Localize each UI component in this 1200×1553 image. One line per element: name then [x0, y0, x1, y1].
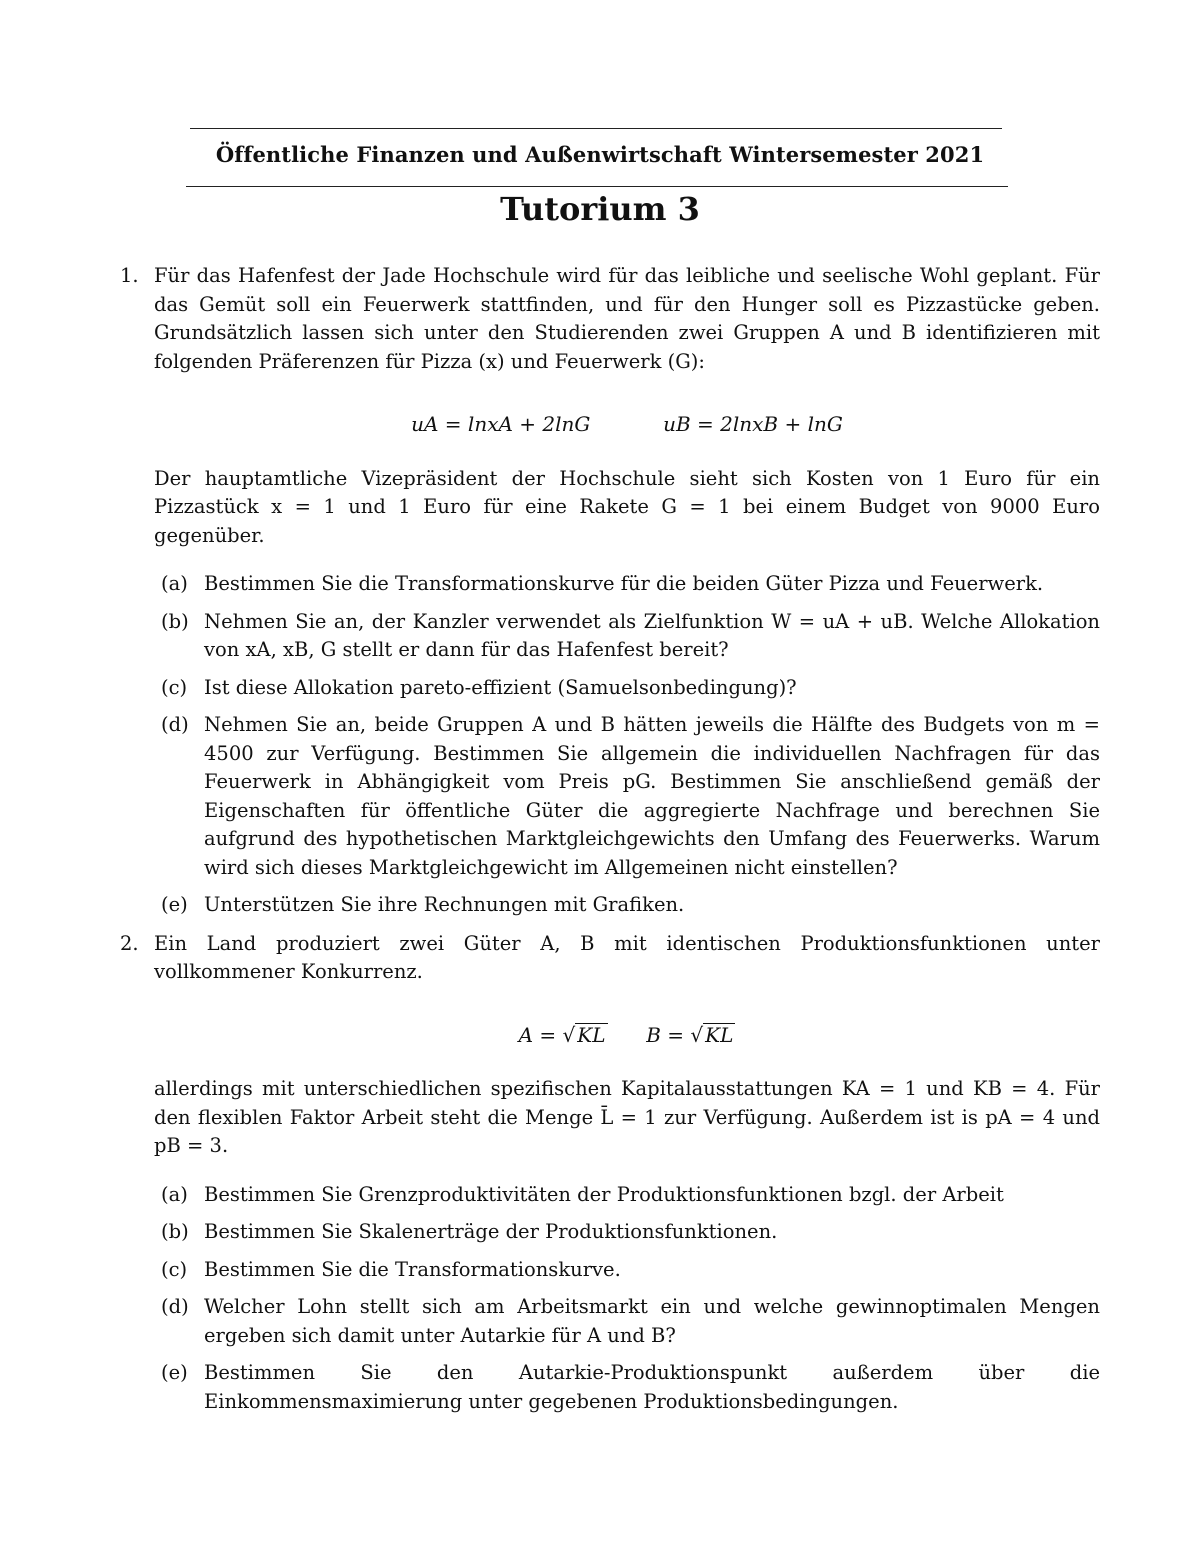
task-intro: Ein Land produziert zwei Güter A, B mit identischen Produktionsfunktionen unter vollkommener Konkurrenz.	[154, 931, 1100, 983]
subtask-label: (e)	[161, 893, 188, 916]
subtask-item	[154, 608, 1100, 665]
subtask-item	[154, 1181, 1100, 1210]
header-rule-top	[190, 128, 1002, 129]
header-rule-bottom	[186, 186, 1008, 187]
subtask-item	[154, 1256, 1100, 1285]
subtask-text: Bestimmen Sie Skalenerträge der Produktionsfunktionen.	[204, 1220, 778, 1243]
subtask-label: (b)	[161, 1220, 189, 1243]
subtask-label: (c)	[161, 1257, 188, 1281]
subtask-text: Ist diese Allokation pareto-effizient (Samuelsonbedingung)?	[204, 675, 797, 699]
subtask-list	[154, 1181, 1100, 1417]
subtask-text: Welcher Lohn stellt sich am Arbeitsmarkt ein und welche gewinnoptimalen Mengen ergeben sich damit unter Autarkie für A und B?	[204, 1295, 1100, 1347]
subtask-item	[154, 674, 1100, 703]
subtask-label: (a)	[161, 572, 188, 595]
task-intro: Für das Hafenfest der Jade Hochschule wird für das leibliche und seelische Wohl geplant. Für das Gemüt soll ein Feuerwerk stattfinden, und für den Hunger soll es Pizzastücke geben. Grundsätzlich lassen sich unter den Studierenden zwei Gruppen A und B identifizieren mit folgenden Präferenzen für Pizza (x) und Feuerwerk (G):	[154, 264, 1100, 373]
sheet-title: Tutorium 3	[500, 190, 700, 228]
equation-production-b: B = √ KL	[646, 1022, 734, 1047]
utility-equations	[154, 410, 1100, 439]
task-context: allerdings mit unterschiedlichen spezifischen Kapitalausstattungen KA = 1 und KB = 4. Für den flexiblen Faktor Arbeit steht die Menge L̄ = 1 zur Verfügung. Außerdem ist is pA = 4 und pB = 3.	[154, 1077, 1100, 1157]
subtask-text: Bestimmen Sie den Autarkie-Produktionspunkt außerdem über die Einkommensmaximierung unter gegebenen Produktionsbedingungen.	[204, 1361, 1100, 1413]
subtask-list	[154, 570, 1100, 920]
course-title: Öffentliche Finanzen und Außenwirtschaft Wintersemester 2021	[215, 142, 985, 167]
subtask-text: Unterstützen Sie ihre Rechnungen mit Grafiken.	[204, 893, 685, 916]
subtask-item	[154, 1293, 1100, 1350]
task-number: 1.	[120, 264, 139, 287]
task-context: Der hauptamtliche Vizepräsident der Hochschule sieht sich Kosten von 1 Euro für ein Pizzastück x = 1 und 1 Euro für eine Rakete G = 1 bei einem Budget von 9000 Euro gegenüber.	[154, 466, 1100, 547]
production-equations	[154, 1021, 1100, 1050]
subtask-label: (e)	[161, 1361, 188, 1384]
subtask-text: Bestimmen Sie die Transformationskurve.	[204, 1257, 621, 1281]
subtask-label: (d)	[161, 1295, 189, 1318]
equation-utility-a: uA = lnxA + 2lnG	[411, 412, 591, 436]
subtask-item	[154, 1218, 1100, 1247]
subtask-label: (a)	[161, 1182, 188, 1206]
subtask-item	[154, 711, 1100, 882]
subtask-label: (b)	[161, 609, 189, 633]
subtask-item	[154, 570, 1100, 599]
radicand: KL	[577, 1022, 606, 1047]
subtask-label: (c)	[161, 675, 188, 699]
task-2	[108, 930, 1100, 1417]
subtask-text: Nehmen Sie an, beide Gruppen A und B hätten jeweils die Hälfte des Budgets von m = 4500 zur Verfügung. Bestimmen Sie allgemein die individuellen Nachfragen für das Feuerwerk in Abhängigkeit vom Preis pG. Bestimmen Sie anschließend gemäß der Eigenschaften für öffentliche Güter die aggregierte Nachfrage und berechnen Sie aufgrund des hypothetischen Marktgleichgewichts den Umfang des Feuerwerks. Warum wird sich dieses Marktgleichgewicht im Allgemeinen nicht einstellen?	[204, 713, 1100, 879]
equation-production-a: A = √ KL	[518, 1022, 606, 1047]
task-number: 2.	[120, 931, 139, 955]
subtask-item	[154, 1359, 1100, 1416]
radicand: KL	[705, 1022, 734, 1047]
subtask-text: Bestimmen Sie die Transformationskurve für die beiden Güter Pizza und Feuerwerk.	[204, 572, 1044, 595]
task-1	[108, 262, 1100, 920]
task-list	[108, 262, 1100, 1425]
subtask-text: Nehmen Sie an, der Kanzler verwendet als Zielfunktion W = uA + uB. Welche Allokation von xA, xB, G stellt er dann für das Hafenfest bereit?	[204, 609, 1100, 661]
subtask-item	[154, 891, 1100, 920]
equation-utility-b: uB = 2lnxB + lnG	[663, 412, 843, 436]
subtask-text: Bestimmen Sie Grenzproduktivitäten der Produktionsfunktionen bzgl. der Arbeit	[204, 1182, 1004, 1206]
subtask-label: (d)	[161, 713, 189, 736]
